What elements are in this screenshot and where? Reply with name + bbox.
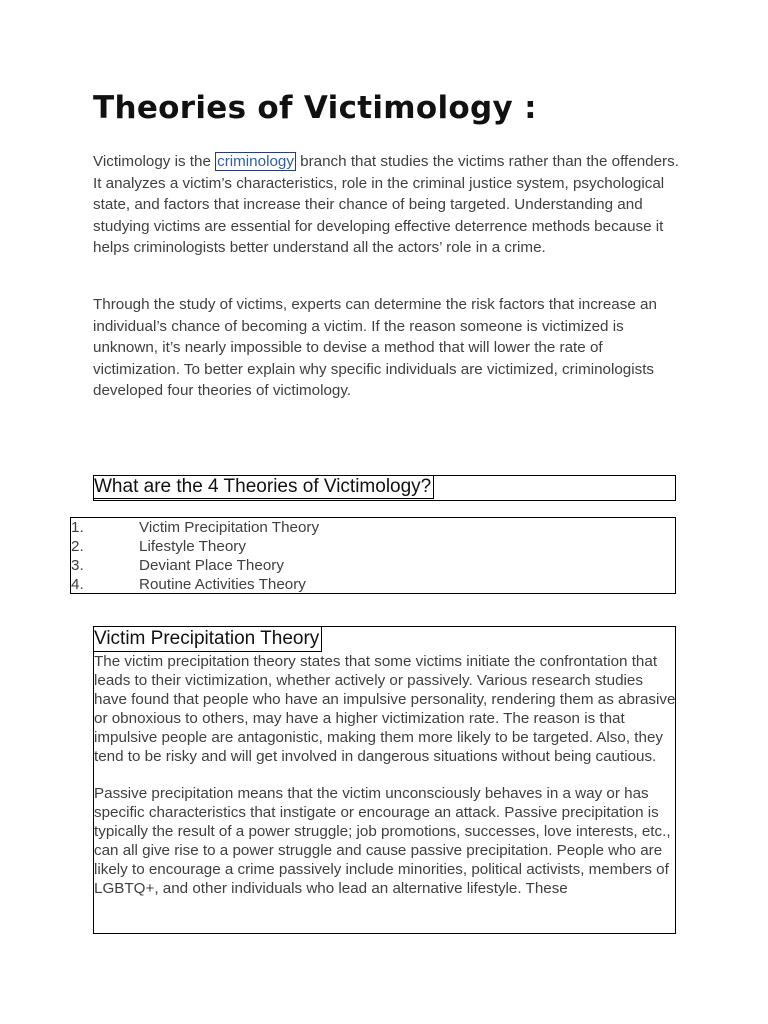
list-item-label: Victim Precipitation Theory (139, 519, 320, 536)
list-item-number: 2. (71, 538, 84, 555)
list-item-label: Deviant Place Theory (139, 557, 284, 574)
victim-precipitation-paragraph-1: The victim precipitation theory states that some victims initiate the confrontation that leads to their victimization, whether actively or passively. Various research studies have found that people who have an impulsive personality, rendering them as abrasive or obnoxious to others, may have a higher victimization rate. The reason is that impulsive people are antagonistic, making them more likely to be targeted. Also, they tend to be risky and will get involved in dangerous situations without being cautious. (94, 653, 676, 765)
theories-heading-box (93, 475, 676, 501)
theories-heading: What are the 4 Theories of Victimology? (94, 476, 434, 499)
second-paragraph: Through the study of victims, experts can determine the risk factors that increase an individual’s chance of becoming a victim. If the reason someone is victimized is unknown, it’s nearly impossible to devise a method that will lower the rate of victimization. To better explain why specific individuals are victimized, criminologists developed four theories of victimology. (93, 296, 657, 400)
list-item-number: 3. (71, 557, 84, 574)
list-item (71, 556, 675, 575)
list-item-label: Lifestyle Theory (139, 538, 246, 555)
theories-list-box (70, 517, 676, 594)
theories-list (71, 518, 675, 594)
victim-precipitation-paragraph-2: Passive precipitation means that the victim unconsciously behaves in a way or has specific characteristics that instigate or encourage an attack. Passive precipitation is typically the result of a power struggle; job promotions, successes, love interests, etc., can all give rise to a power struggle and cause passive precipitation. People who are likely to encourage a crime passively include minorities, political activists, members of LGBTQ+, and other individuals who lead an alternative lifestyle. These (94, 785, 671, 897)
list-item-number: 1. (71, 519, 84, 536)
criminology-link[interactable]: criminology (217, 153, 294, 170)
list-item (71, 537, 675, 556)
intro-text-start: Victimology is the (93, 153, 216, 170)
list-item-number: 4. (71, 576, 84, 593)
list-item (71, 575, 675, 594)
page-title: Theories of Victimology : (93, 90, 537, 126)
list-item-label: Routine Activities Theory (139, 576, 306, 593)
victim-precipitation-heading: Victim Precipitation Theory (94, 627, 322, 652)
intro-text-end: branch that studies the victims rather than the offenders. It analyzes a victim’s characteristics, role in the criminal justice system, psychological state, and factors that increase their chance of being targeted. Understanding and studying victims are essential for developing effective deterrence methods because it helps criminologists better understand all the actors’ role in a crime. (93, 153, 679, 257)
victim-precipitation-section (93, 626, 676, 934)
intro-paragraph (93, 151, 679, 259)
list-item (71, 518, 675, 537)
